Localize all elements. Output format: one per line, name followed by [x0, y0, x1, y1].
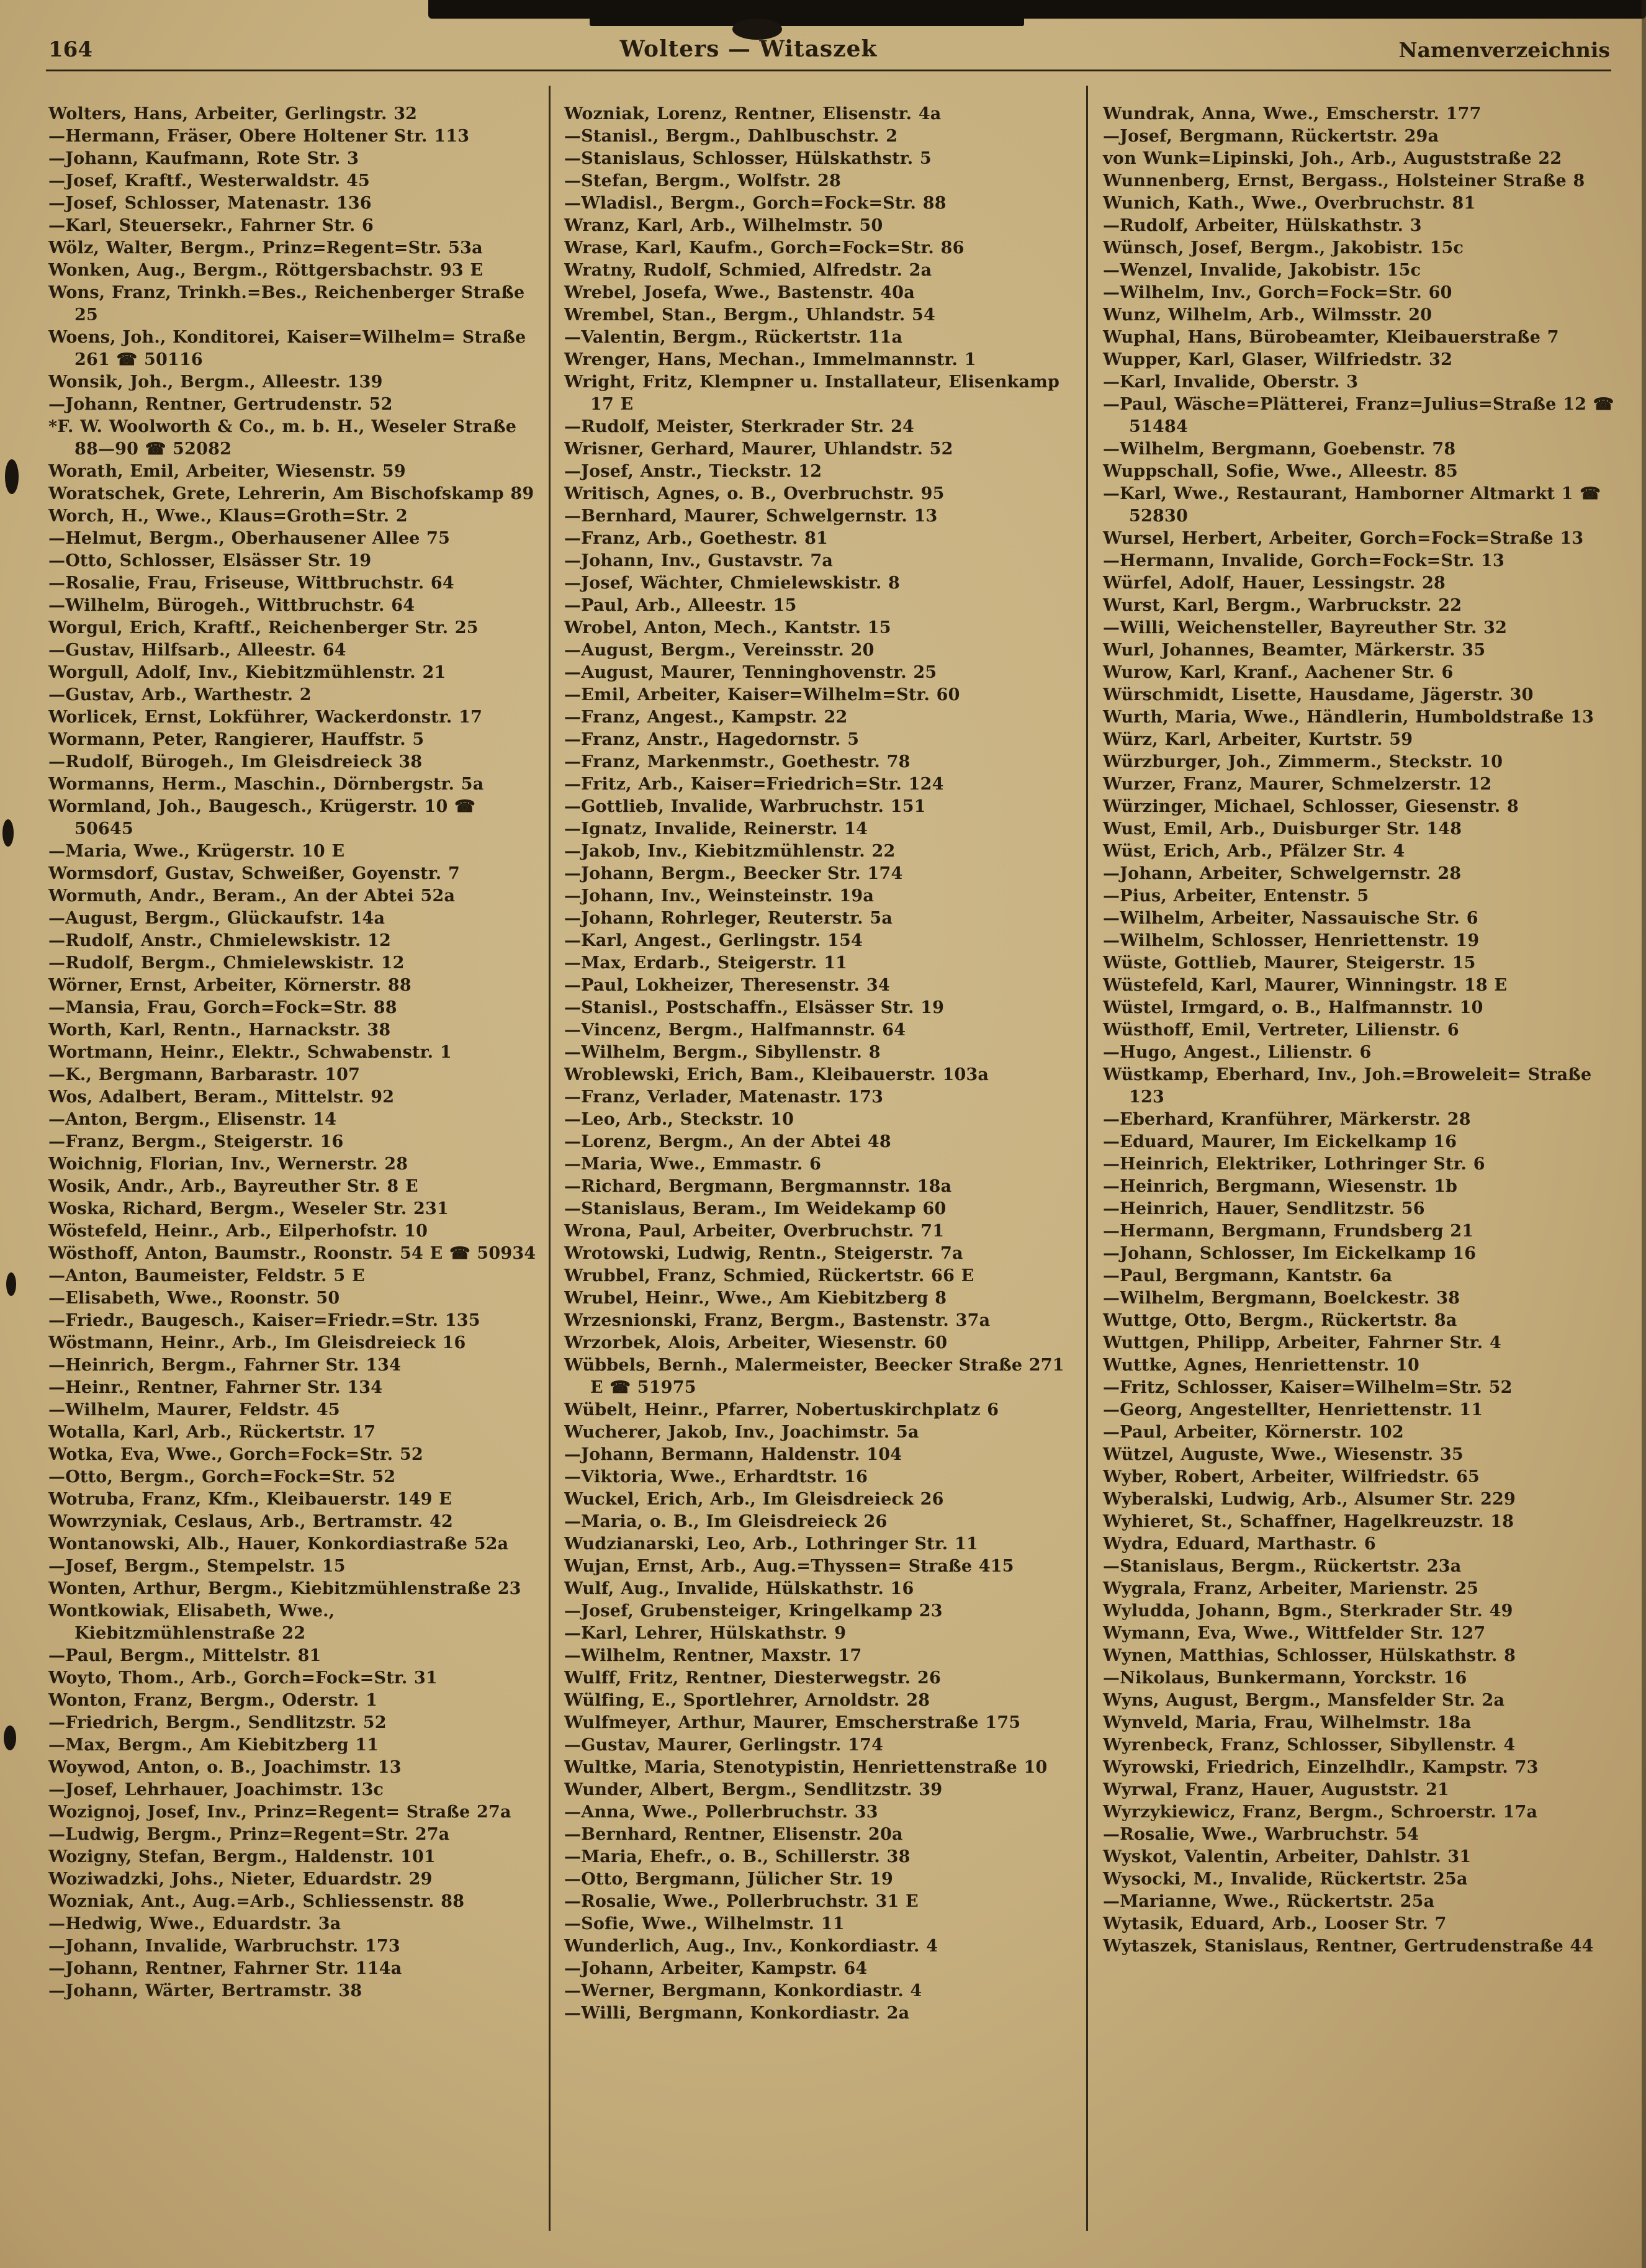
directory-entry: Wowrzyniak, Ceslaus, Arb., Bertramstr. 42	[48, 1512, 453, 1531]
directory-entry: Wolters, Hans, Arbeiter, Gerlingstr. 32	[48, 104, 418, 124]
directory-entry: Wunz, Wilhelm, Arb., Wilmsstr. 20	[1103, 305, 1432, 325]
directory-entry: Wursel, Herbert, Arbeiter, Gorch=Fock=Straße 13	[1103, 529, 1584, 548]
directory-entry: —Elisabeth, Wwe., Roonstr. 50	[48, 1289, 340, 1308]
directory-entry: —Sofie, Wwe., Wilhelmstr. 11	[564, 1914, 845, 1933]
directory-entry: —Wilhelm, Bergmann, Goebenstr. 78	[1103, 439, 1456, 459]
directory-entry: Wyhieret, St., Schaffner, Hagelkreuzstr. 18	[1103, 1512, 1514, 1531]
directory-entry: —Stanislaus, Schlosser, Hülskathstr. 5	[564, 149, 932, 168]
directory-entry: Woyto, Thom., Arb., Gorch=Fock=Str. 31	[48, 1668, 438, 1688]
header-rule	[46, 70, 1611, 71]
directory-entry: Wünsch, Josef, Bergm., Jakobistr. 15c	[1103, 238, 1464, 258]
directory-entry: Wontanowski, Alb., Hauer, Konkordiastraße 52a	[48, 1534, 509, 1554]
directory-entry: Wrubbel, Franz, Schmied, Rückertstr. 66 E	[564, 1266, 974, 1285]
directory-entry: Woywod, Anton, o. B., Joachimstr. 13	[48, 1758, 402, 1777]
directory-entry: Woratschek, Grete, Lehrerin, Am Bischofskamp 89	[48, 484, 534, 503]
directory-entry: Wright, Fritz, Klempner u. Installateur, Elisenkamp 17 E	[564, 372, 1060, 414]
directory-entry: —Paul, Lokheizer, Theresenstr. 34	[564, 976, 890, 995]
directory-entry: —Wilhelm, Schlosser, Henriettenstr. 19	[1103, 931, 1480, 950]
directory-entry: Wübelt, Heinr., Pfarrer, Nobertuskirchplatz 6	[564, 1400, 999, 1420]
directory-entry: —Stanislaus, Bergm., Rückertstr. 23a	[1103, 1557, 1462, 1576]
directory-entry: Wulf, Aug., Invalide, Hülskathstr. 16	[564, 1579, 914, 1598]
directory-entry: Wujan, Ernst, Arb., Aug.=Thyssen= Straße 415	[564, 1557, 1014, 1576]
directory-entry: Wölz, Walter, Bergm., Prinz=Regent=Str. 53a	[48, 238, 483, 258]
page-number: 164	[48, 37, 92, 62]
directory-entry: —Wilhelm, Bürogeh., Wittbruchstr. 64	[48, 596, 415, 615]
directory-entry: Wrzesnionski, Franz, Bergm., Bastenstr. 37a	[564, 1311, 991, 1330]
directory-entry: Wübbels, Bernh., Malermeister, Beecker Straße 271 E ☎ 51975	[564, 1356, 1064, 1397]
directory-entry: Wützel, Auguste, Wwe., Wiesenstr. 35	[1103, 1445, 1464, 1464]
directory-entry: Wytasik, Eduard, Arb., Looser Str. 7	[1103, 1914, 1447, 1933]
directory-entry: *F. W. Woolworth & Co., m. b. H., Weseler Straße 88—90 ☎ 52082	[48, 417, 517, 459]
page-header	[48, 30, 1610, 62]
directory-entry: Wuttgen, Philipp, Arbeiter, Fahrner Str. 4	[1103, 1333, 1501, 1352]
directory-entry: —Ludwig, Bergm., Prinz=Regent=Str. 27a	[48, 1825, 450, 1844]
directory-entry: —Anna, Wwe., Pollerbruchstr. 33	[564, 1802, 878, 1822]
directory-entry: Wultke, Maria, Stenotypistin, Henriettenstraße 10	[564, 1758, 1048, 1777]
directory-entry: —Johann, Schlosser, Im Eickelkamp 16	[1103, 1244, 1477, 1263]
directory-entry: Wynveld, Maria, Frau, Wilhelmstr. 18a	[1103, 1713, 1472, 1732]
directory-entry: —Josef, Grubensteiger, Kringelkamp 23	[564, 1601, 943, 1621]
directory-entry: —Josef, Wächter, Chmielewskistr. 8	[564, 574, 901, 593]
directory-entry: —Eberhard, Kranführer, Märkerstr. 28	[1103, 1110, 1471, 1129]
directory-entry: Wupper, Karl, Glaser, Wilfriedstr. 32	[1103, 350, 1453, 369]
directory-entry: —Stanisl., Bergm., Dahlbuschstr. 2	[564, 127, 898, 146]
directory-entry: —Josef, Kraftf., Westerwaldstr. 45	[48, 171, 370, 191]
directory-entry: —Johann, Invalide, Warbruchstr. 173	[48, 1937, 400, 1956]
directory-entry: —Nikolaus, Bunkermann, Yorckstr. 16	[1103, 1668, 1467, 1688]
directory-entry: —Wilhelm, Rentner, Maxstr. 17	[564, 1646, 862, 1665]
directory-entry: —Rudolf, Meister, Sterkrader Str. 24	[564, 417, 915, 436]
directory-entry: Wörner, Ernst, Arbeiter, Körnerstr. 88	[48, 976, 412, 995]
directory-entry: —Johann, Inv., Gustavstr. 7a	[564, 551, 834, 570]
directory-entry: Wurl, Johannes, Beamter, Märkerstr. 35	[1103, 641, 1486, 660]
directory-entry: —Fritz, Arb., Kaiser=Friedrich=Str. 124	[564, 775, 944, 794]
directory-entry: Wrotowski, Ludwig, Rentn., Steigerstr. 7a	[564, 1244, 963, 1263]
directory-entry: Wrembel, Stan., Bergm., Uhlandstr. 54	[564, 305, 935, 325]
directory-entry: Wüstefeld, Karl, Maurer, Winningstr. 18 E	[1103, 976, 1508, 995]
directory-entry: Würzburger, Joh., Zimmerm., Steckstr. 10	[1103, 752, 1503, 772]
directory-entry: Wonken, Aug., Bergm., Röttgersbachstr. 93 E	[48, 261, 483, 280]
directory-entry: Wrubel, Heinr., Wwe., Am Kiebitzberg 8	[564, 1289, 947, 1308]
directory-entry: Wozignoj, Josef, Inv., Prinz=Regent= Straße 27a	[48, 1802, 511, 1822]
directory-entry: —Franz, Bergm., Steigerstr. 16	[48, 1132, 344, 1151]
directory-entry: —Otto, Bergm., Gorch=Fock=Str. 52	[48, 1467, 396, 1487]
directory-entry: Wunderlich, Aug., Inv., Konkordiastr. 4	[564, 1937, 938, 1956]
directory-entry: Würzinger, Michael, Schlosser, Giesenstr. 8	[1103, 797, 1519, 816]
directory-entry: Wytaszek, Stanislaus, Rentner, Gertrudenstraße 44	[1103, 1937, 1594, 1956]
directory-entry: Worath, Emil, Arbeiter, Wiesenstr. 59	[48, 462, 406, 481]
page-title: Wolters — Witaszek	[619, 36, 878, 62]
directory-entry: —Stanislaus, Beram., Im Weidekamp 60	[564, 1199, 947, 1218]
directory-entry: Wotalla, Karl, Arb., Rückertstr. 17	[48, 1423, 376, 1442]
directory-entry: Wüst, Erich, Arb., Pfälzer Str. 4	[1103, 842, 1405, 861]
directory-entry: —Willi, Bergmann, Konkordiastr. 2a	[564, 2004, 910, 2023]
scan-artifact-right-edge	[1642, 0, 1646, 2268]
directory-entry: —Maria, Ehefr., o. B., Schillerstr. 38	[564, 1847, 911, 1866]
directory-entry: Wurth, Maria, Wwe., Händlerin, Humboldstraße 13	[1103, 708, 1594, 727]
directory-entry: —Georg, Angestellter, Henriettenstr. 11	[1103, 1400, 1483, 1420]
directory-entry: —Bernhard, Maurer, Schwelgernstr. 13	[564, 506, 938, 526]
directory-entry: Wosik, Andr., Arb., Bayreuther Str. 8 E	[48, 1177, 418, 1196]
directory-entry: —Richard, Bergmann, Bergmannstr. 18a	[564, 1177, 952, 1196]
directory-entry: —Wilhelm, Maurer, Feldstr. 45	[48, 1400, 340, 1420]
directory-entry: —August, Bergm., Vereinsstr. 20	[564, 641, 875, 660]
scan-artifact-title-bar	[590, 16, 1024, 26]
directory-entry: —Paul, Bergmann, Kantstr. 6a	[1103, 1266, 1393, 1285]
directory-entry: Wrobel, Anton, Mech., Kantstr. 15	[564, 618, 891, 637]
directory-entry: —Hermann, Invalide, Gorch=Fock=Str. 13	[1103, 551, 1504, 570]
directory-entry: Wrisner, Gerhard, Maurer, Uhlandstr. 52	[564, 439, 953, 459]
directory-entry: Wurzer, Franz, Maurer, Schmelzerstr. 12	[1103, 775, 1492, 794]
directory-entry: —Fritz, Schlosser, Kaiser=Wilhelm=Str. 52	[1103, 1378, 1513, 1397]
directory-entry: Wormuth, Andr., Beram., An der Abtei 52a	[48, 886, 456, 906]
column-right	[1086, 86, 1615, 2231]
directory-entry: —Paul, Bergm., Mittelstr. 81	[48, 1646, 322, 1665]
directory-entry: —Maria, Wwe., Krügerstr. 10 E	[48, 842, 345, 861]
directory-entry: Wulff, Fritz, Rentner, Diesterwegstr. 26	[564, 1668, 941, 1688]
directory-entry: Wyrenbeck, Franz, Schlosser, Sibyllenstr. 4	[1103, 1735, 1516, 1755]
directory-entry: —Franz, Anstr., Hagedornstr. 5	[564, 730, 860, 749]
directory-entry: —Gustav, Hilfsarb., Alleestr. 64	[48, 641, 346, 660]
directory-entry: Writisch, Agnes, o. B., Overbruchstr. 95	[564, 484, 945, 503]
directory-entry: Wyrowski, Friedrich, Einzelhdlr., Kampstr. 73	[1103, 1758, 1539, 1777]
directory-entry: Wydra, Eduard, Marthastr. 6	[1103, 1534, 1376, 1554]
directory-entry: Wonten, Arthur, Bergm., Kiebitzmühlenstraße 23	[48, 1579, 521, 1598]
directory-entry: Wösthoff, Anton, Baumstr., Roonstr. 54 E ☎ 50934	[48, 1244, 536, 1263]
directory-entry: Wroblewski, Erich, Bam., Kleibauerstr. 103a	[564, 1065, 989, 1084]
directory-entry: —K., Bergmann, Barbarastr. 107	[48, 1065, 361, 1084]
directory-entry: Wyrzykiewicz, Franz, Bergm., Schroerstr. 17a	[1103, 1802, 1538, 1822]
directory-entry: —Marianne, Wwe., Rückertstr. 25a	[1103, 1892, 1435, 1911]
directory-entry: —Johann, Rohrleger, Reuterstr. 5a	[564, 909, 893, 928]
directory-entry: Wygrala, Franz, Arbeiter, Marienstr. 25	[1103, 1579, 1479, 1598]
directory-entry: Wrzorbek, Alois, Arbeiter, Wiesenstr. 60	[564, 1333, 948, 1352]
directory-entry: —Helmut, Bergm., Oberhausener Allee 75	[48, 529, 451, 548]
directory-entry: Würfel, Adolf, Hauer, Lessingstr. 28	[1103, 574, 1446, 593]
directory-entry: Wunnenberg, Ernst, Bergass., Holsteiner Straße 8	[1103, 171, 1585, 191]
directory-entry: —Karl, Invalide, Oberstr. 3	[1103, 372, 1359, 392]
directory-entry: —Ignatz, Invalide, Reinerstr. 14	[564, 819, 868, 839]
directory-entry: Worlicek, Ernst, Lokführer, Wackerdonstr. 17	[48, 708, 483, 727]
directory-entry: —Otto, Bergmann, Jülicher Str. 19	[564, 1870, 893, 1889]
directory-entry: —Wilhelm, Arbeiter, Nassauische Str. 6	[1103, 909, 1478, 928]
directory-entry: —Anton, Baumeister, Feldstr. 5 E	[48, 1266, 365, 1285]
directory-entry: —Johann, Arbeiter, Kampstr. 64	[564, 1959, 868, 1978]
directory-entry: —Karl, Lehrer, Hülskathstr. 9	[564, 1624, 847, 1643]
directory-entry: Wöstmann, Heinr., Arb., Im Gleisdreieck 16	[48, 1333, 466, 1352]
directory-entry: —Franz, Markenmstr., Goethestr. 78	[564, 752, 911, 772]
directory-entry: Worth, Karl, Rentn., Harnackstr. 38	[48, 1020, 391, 1040]
directory-entry: Wortmann, Heinr., Elektr., Schwabenstr. 1	[48, 1043, 452, 1062]
directory-entry: Wormanns, Herm., Maschin., Dörnbergstr. 5a	[48, 775, 484, 794]
directory-entry: Wozigny, Stefan, Bergm., Haldenstr. 101	[48, 1847, 436, 1866]
directory-entry: Wysocki, M., Invalide, Rückertstr. 25a	[1103, 1870, 1468, 1889]
directory-entry: Wrona, Paul, Arbeiter, Overbruchstr. 71	[564, 1222, 945, 1241]
directory-entry: —Rudolf, Arbeiter, Hülskathstr. 3	[1103, 216, 1422, 235]
directory-entry: Wyskot, Valentin, Arbeiter, Dahlstr. 31	[1103, 1847, 1472, 1866]
directory-entry: —Max, Bergm., Am Kiebitzberg 11	[48, 1735, 379, 1755]
directory-entry: Wratny, Rudolf, Schmied, Alfredstr. 2a	[564, 261, 932, 280]
directory-entry: —Hermann, Bergmann, Frundsberg 21	[1103, 1222, 1474, 1241]
directory-entry: —Friedrich, Bergm., Sendlitzstr. 52	[48, 1713, 387, 1732]
directory-entry: —Karl, Wwe., Restaurant, Hamborner Altmarkt 1 ☎ 52830	[1103, 484, 1601, 526]
directory-entry: Würz, Karl, Arbeiter, Kurtstr. 59	[1103, 730, 1413, 749]
directory-entry: —Wilhelm, Inv., Gorch=Fock=Str. 60	[1103, 283, 1452, 302]
directory-entry: —Gustav, Maurer, Gerlingstr. 174	[564, 1735, 884, 1755]
directory-entry: —Otto, Schlosser, Elsässer Str. 19	[48, 551, 372, 570]
directory-entry: —Heinrich, Hauer, Sendlitzstr. 56	[1103, 1199, 1425, 1218]
directory-entry: Woziwadzki, Johs., Nieter, Eduardstr. 29	[48, 1870, 433, 1889]
directory-entry: Wranz, Karl, Arb., Wilhelmstr. 50	[564, 216, 883, 235]
directory-entry: —Johann, Bermann, Haldenstr. 104	[564, 1445, 902, 1464]
directory-entry: Würschmidt, Lisette, Hausdame, Jägerstr. 30	[1103, 685, 1534, 704]
directory-entry: —Rosalie, Wwe., Warbruchstr. 54	[1103, 1825, 1419, 1844]
directory-entry: Wonsik, Joh., Bergm., Alleestr. 139	[48, 372, 383, 392]
directory-entry: Wurow, Karl, Kranf., Aachener Str. 6	[1103, 663, 1454, 682]
directory-entry: —Vincenz, Bergm., Halfmannstr. 64	[564, 1020, 906, 1040]
directory-entry: —Wenzel, Invalide, Jakobistr. 15c	[1103, 261, 1421, 280]
directory-entry: —Stanisl., Postschaffn., Elsässer Str. 19	[564, 998, 945, 1017]
directory-entry: —Franz, Arb., Goethestr. 81	[564, 529, 829, 548]
directory-entry: Wüstkamp, Eberhard, Inv., Joh.=Broweleit= Straße 123	[1103, 1065, 1592, 1107]
directory-entry: Woska, Richard, Bergm., Weseler Str. 231	[48, 1199, 449, 1218]
directory-entry: —Heinrich, Elektriker, Lothringer Str. 6	[1103, 1154, 1485, 1174]
directory-entry: —Stefan, Bergm., Wolfstr. 28	[564, 171, 841, 191]
directory-entry: Woichnig, Florian, Inv., Wernerstr. 28	[48, 1154, 408, 1174]
directory-entry: —Paul, Arb., Alleestr. 15	[564, 596, 797, 615]
column-middle	[549, 86, 1086, 2231]
directory-columns	[48, 86, 1615, 2231]
directory-entry: —Paul, Arbeiter, Körnerstr. 102	[1103, 1423, 1404, 1442]
directory-entry: Wurst, Karl, Bergm., Warbruckstr. 22	[1103, 596, 1462, 615]
directory-entry: Wunich, Kath., Wwe., Overbruchstr. 81	[1103, 194, 1476, 213]
directory-entry: Wunder, Albert, Bergm., Sendlitzstr. 39	[564, 1780, 943, 1799]
directory-entry: —Johann, Inv., Weinsteinstr. 19a	[564, 886, 875, 906]
directory-entry: Wudzianarski, Leo, Arb., Lothringer Str. 11	[564, 1534, 978, 1554]
directory-entry: —Josef, Bergm., Stempelstr. 15	[48, 1557, 346, 1576]
directory-entry: Worch, H., Wwe., Klaus=Groth=Str. 2	[48, 506, 408, 526]
directory-entry: —Rudolf, Anstr., Chmielewskistr. 12	[48, 931, 391, 950]
directory-entry: —Maria, o. B., Im Gleisdreieck 26	[564, 1512, 888, 1531]
scan-artifact-blob	[6, 1272, 16, 1296]
directory-entry: Wüste, Gottlieb, Maurer, Steigerstr. 15	[1103, 953, 1476, 973]
directory-entry: —Karl, Angest., Gerlingstr. 154	[564, 931, 863, 950]
directory-entry: Wons, Franz, Trinkh.=Bes., Reichenberger Straße 25	[48, 283, 525, 325]
directory-entry: —Rudolf, Bürogeh., Im Gleisdreieck 38	[48, 752, 423, 772]
directory-entry: Wormsdorf, Gustav, Schweißer, Goyenstr. 7	[48, 864, 460, 883]
directory-entry: Wuckel, Erich, Arb., Im Gleisdreieck 26	[564, 1490, 944, 1509]
directory-entry: —Hermann, Fräser, Obere Holtener Str. 113	[48, 127, 470, 146]
directory-entry: —Wladisl., Bergm., Gorch=Fock=Str. 88	[564, 194, 947, 213]
directory-entry: —Gustav, Arb., Warthestr. 2	[48, 685, 312, 704]
directory-entry: Wyns, August, Bergm., Mansfelder Str. 2a	[1103, 1691, 1505, 1710]
directory-entry: Wozniak, Lorenz, Rentner, Elisenstr. 4a	[564, 104, 942, 124]
directory-entry: —August, Maurer, Tenninghovenstr. 25	[564, 663, 937, 682]
directory-entry: Wuttke, Agnes, Henriettenstr. 10	[1103, 1356, 1420, 1375]
scan-artifact-blob	[4, 1726, 16, 1750]
directory-entry: —Wilhelm, Bergmann, Boelckestr. 38	[1103, 1289, 1460, 1308]
directory-entry: —Maria, Wwe., Emmastr. 6	[564, 1154, 822, 1174]
directory-entry: —Anton, Bergm., Elisenstr. 14	[48, 1110, 337, 1129]
directory-entry: —Max, Erdarb., Steigerstr. 11	[564, 953, 848, 973]
directory-entry: Wuppschall, Sofie, Wwe., Alleestr. 85	[1103, 462, 1459, 481]
directory-entry: Wrenger, Hans, Mechan., Immelmannstr. 1	[564, 350, 976, 369]
directory-entry: —Josef, Schlosser, Matenastr. 136	[48, 194, 372, 213]
directory-entry: Worgul, Erich, Kraftf., Reichenberger Str. 25	[48, 618, 479, 637]
directory-entry: —Johann, Rentner, Fahrner Str. 114a	[48, 1959, 402, 1978]
directory-entry: —Josef, Anstr., Tieckstr. 12	[564, 462, 822, 481]
directory-entry: Wonton, Franz, Bergm., Oderstr. 1	[48, 1691, 378, 1710]
directory-entry: —Eduard, Maurer, Im Eickelkamp 16	[1103, 1132, 1457, 1151]
directory-entry: Wyrwal, Franz, Hauer, Auguststr. 21	[1103, 1780, 1450, 1799]
directory-entry: —Karl, Steuersekr., Fahrner Str. 6	[48, 216, 374, 235]
directory-entry: Wos, Adalbert, Beram., Mittelstr. 92	[48, 1087, 395, 1107]
directory-entry: Wucherer, Jakob, Inv., Joachimstr. 5a	[564, 1423, 919, 1442]
directory-entry: —Heinr., Rentner, Fahrner Str. 134	[48, 1378, 383, 1397]
directory-entry: —Bernhard, Rentner, Elisenstr. 20a	[564, 1825, 903, 1844]
directory-entry: —Hugo, Angest., Lilienstr. 6	[1103, 1043, 1372, 1062]
directory-entry: —Valentin, Bergm., Rückertstr. 11a	[564, 328, 903, 347]
directory-entry: —Werner, Bergmann, Konkordiastr. 4	[564, 1981, 922, 2000]
column-left	[48, 86, 549, 2231]
directory-entry: Wrase, Karl, Kaufm., Gorch=Fock=Str. 86	[564, 238, 965, 258]
directory-entry: —Johann, Bergm., Beecker Str. 174	[564, 864, 903, 883]
directory-entry: —Wilhelm, Bergm., Sibyllenstr. 8	[564, 1043, 881, 1062]
directory-entry: —Rosalie, Wwe., Pollerbruchstr. 31 E	[564, 1892, 919, 1911]
directory-entry: —Gottlieb, Invalide, Warbruchstr. 151	[564, 797, 926, 816]
directory-entry: Wozniak, Ant., Aug.=Arb., Schliessenstr. 88	[48, 1892, 465, 1911]
directory-entry: Wyberalski, Ludwig, Arb., Alsumer Str. 229	[1103, 1490, 1516, 1509]
directory-entry: Wotruba, Franz, Kfm., Kleibauerstr. 149 E	[48, 1490, 452, 1509]
directory-entry: Wyber, Robert, Arbeiter, Wilfriedstr. 65	[1103, 1467, 1480, 1487]
scan-artifact-blob	[2, 819, 14, 847]
directory-entry: Wormland, Joh., Baugesch., Krügerstr. 10 ☎ 50645	[48, 797, 475, 839]
directory-entry: —August, Bergm., Glückaufstr. 14a	[48, 909, 385, 928]
directory-entry: Wuphal, Hans, Bürobeamter, Kleibauerstraße 7	[1103, 328, 1559, 347]
directory-entry: —Pius, Arbeiter, Entenstr. 5	[1103, 886, 1369, 906]
directory-entry: Wyludda, Johann, Bgm., Sterkrader Str. 49	[1103, 1601, 1513, 1621]
directory-entry: —Hedwig, Wwe., Eduardstr. 3a	[48, 1914, 341, 1933]
directory-entry: —Franz, Angest., Kampstr. 22	[564, 708, 848, 727]
directory-entry: Wormann, Peter, Rangierer, Hauffstr. 5	[48, 730, 425, 749]
directory-entry: Wust, Emil, Arb., Duisburger Str. 148	[1103, 819, 1462, 839]
directory-entry: —Rosalie, Frau, Friseuse, Wittbruchstr. 64	[48, 574, 454, 593]
directory-entry: Wüstel, Irmgard, o. B., Halfmannstr. 10	[1103, 998, 1483, 1017]
directory-entry: —Johann, Kaufmann, Rote Str. 3	[48, 149, 359, 168]
directory-entry: —Willi, Weichensteller, Bayreuther Str. 32	[1103, 618, 1508, 637]
directory-entry: Woens, Joh., Konditorei, Kaiser=Wilhelm= Straße 261 ☎ 50116	[48, 328, 526, 369]
directory-entry: Wüsthoff, Emil, Vertreter, Lilienstr. 6	[1103, 1020, 1459, 1040]
directory-entry: Wülfing, E., Sportlehrer, Arnoldstr. 28	[564, 1691, 930, 1710]
directory-entry: —Friedr., Baugesch., Kaiser=Friedr.=Str. 135	[48, 1311, 480, 1330]
directory-entry: —Viktoria, Wwe., Erhardtstr. 16	[564, 1467, 868, 1487]
directory-entry: —Leo, Arb., Steckstr. 10	[564, 1110, 794, 1129]
directory-entry: —Heinrich, Bergm., Fahrner Str. 134	[48, 1356, 402, 1375]
directory-entry: —Johann, Wärter, Bertramstr. 38	[48, 1981, 362, 2000]
directory-entry: Wotka, Eva, Wwe., Gorch=Fock=Str. 52	[48, 1445, 423, 1464]
directory-entry: von Wunk=Lipinski, Joh., Arb., Auguststraße 22	[1103, 149, 1562, 168]
directory-entry: Worgull, Adolf, Inv., Kiebitzmühlenstr. 21	[48, 663, 446, 682]
directory-entry: Wynen, Matthias, Schlosser, Hülskathstr. 8	[1103, 1646, 1516, 1665]
directory-entry: —Paul, Wäsche=Plätterei, Franz=Julius=Straße 12 ☎ 51484	[1103, 395, 1614, 436]
directory-entry: —Rudolf, Bergm., Chmielewskistr. 12	[48, 953, 405, 973]
directory-entry: —Josef, Bergmann, Rückertstr. 29a	[1103, 127, 1439, 146]
directory-entry: Wöstefeld, Heinr., Arb., Eilperhofstr. 10	[48, 1222, 428, 1241]
directory-entry: —Johann, Rentner, Gertrudenstr. 52	[48, 395, 393, 414]
directory-entry: —Mansia, Frau, Gorch=Fock=Str. 88	[48, 998, 397, 1017]
directory-entry: —Jakob, Inv., Kiebitzmühlenstr. 22	[564, 842, 896, 861]
directory-entry: Wontkowiak, Elisabeth, Wwe., Kiebitzmühlenstraße 22	[48, 1601, 335, 1643]
directory-entry: Wuttge, Otto, Bergm., Rückertstr. 8a	[1103, 1311, 1457, 1330]
scan-artifact-blob	[5, 459, 19, 494]
directory-entry: —Franz, Verlader, Matenastr. 173	[564, 1087, 884, 1107]
directory-entry: —Lorenz, Bergm., An der Abtei 48	[564, 1132, 891, 1151]
directory-entry: Wundrak, Anna, Wwe., Emscherstr. 177	[1103, 104, 1482, 124]
directory-entry: —Emil, Arbeiter, Kaiser=Wilhelm=Str. 60	[564, 685, 960, 704]
directory-entry: —Heinrich, Bergmann, Wiesenstr. 1b	[1103, 1177, 1458, 1196]
directory-entry: Wymann, Eva, Wwe., Wittfelder Str. 127	[1103, 1624, 1486, 1643]
directory-entry: —Johann, Arbeiter, Schwelgernstr. 28	[1103, 864, 1462, 883]
directory-entry: Wrebel, Josefa, Wwe., Bastenstr. 40a	[564, 283, 915, 302]
directory-entry: —Josef, Lehrhauer, Joachimstr. 13c	[48, 1780, 384, 1799]
directory-entry: Wulfmeyer, Arthur, Maurer, Emscherstraße 175	[564, 1713, 1021, 1732]
section-label: Namenverzeichnis	[1398, 38, 1610, 62]
